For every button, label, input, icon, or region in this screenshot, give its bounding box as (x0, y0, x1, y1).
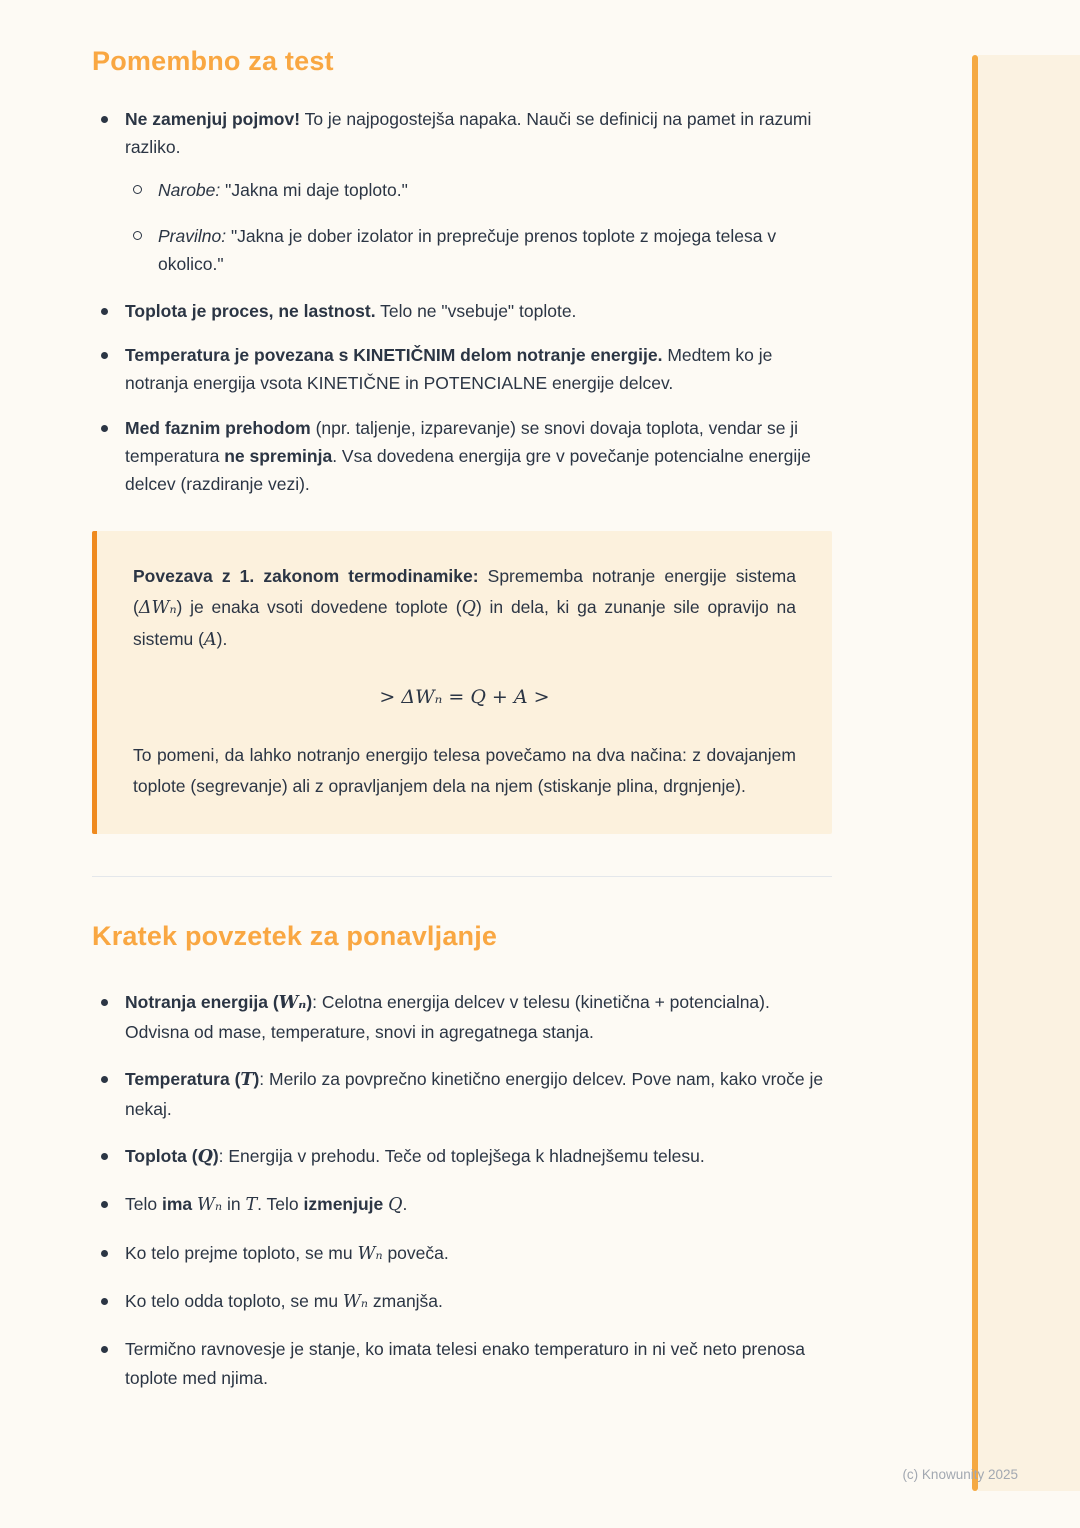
text-segment: Sprememba notranje energije sistema ( (133, 565, 796, 617)
text-segment: T (245, 1195, 258, 1216)
watermark-copyright: (c) Knowunity 2025 (902, 1467, 1018, 1482)
list-item-text (158, 176, 832, 204)
list-item-text (125, 414, 832, 499)
text-segment: Termično ravnovesje je stanje, ko imata telesi enako temperaturo in ni več neto prenosa toplote med njima. (125, 1339, 805, 1388)
list-item (92, 1142, 832, 1171)
list-item-text (125, 1190, 832, 1219)
text-segment: Povezava z 1. zakonom termodinamike: (133, 565, 479, 586)
list-item (92, 988, 832, 1046)
text-segment: ima (161, 1194, 193, 1215)
text-segment: T (240, 1070, 254, 1091)
text-segment: Temperatura je povezana s KINETIČNIM delom notranje energije. (125, 345, 663, 366)
text-segment: Toplota ( (125, 1145, 198, 1166)
text-segment: Med faznim prehodom (125, 417, 311, 438)
list-item (92, 1190, 832, 1219)
text-segment: Ko telo prejme toploto, se mu (125, 1242, 358, 1263)
text-segment: : Energija v prehodu. Teče od toplejšega k hladnejšemu telesu. (218, 1145, 705, 1166)
list-item (92, 414, 832, 499)
text-segment: Telo ne "vsebuje" toplote. (375, 300, 577, 321)
list-item-text (125, 988, 832, 1046)
text-segment: izmenjuje (303, 1194, 384, 1215)
list-item (92, 341, 832, 398)
text-segment: ne spreminja (224, 446, 333, 467)
text-segment: Q (388, 1195, 403, 1216)
text-segment: A (203, 630, 217, 651)
text-segment: ΔWₙ (138, 597, 177, 618)
list-item (92, 1287, 832, 1316)
text-segment: Ne zamenjuj pojmov! (125, 109, 301, 129)
text-segment: Pravilno: (158, 226, 227, 247)
callout-intro-paragraph (133, 561, 796, 656)
list-item (92, 1239, 832, 1268)
list-item-text (158, 222, 832, 279)
text-segment: To je najpogostejša napaka. Nauči se definicij na pamet in razumi razliko. (125, 109, 812, 158)
text-segment: Temperatura ( (125, 1069, 241, 1090)
summary-list (92, 988, 832, 1391)
callout-outro-paragraph (133, 740, 796, 802)
list-item-text (125, 105, 832, 162)
text-segment: . (402, 1194, 408, 1215)
text-segment: Q (197, 1146, 213, 1167)
sub-list-item (125, 222, 832, 279)
section-divider (92, 876, 832, 877)
text-segment: Telo (125, 1194, 162, 1215)
text-segment: ). (216, 629, 228, 650)
list-item-text (125, 1142, 832, 1171)
text-segment: Notranja energija ( (125, 992, 279, 1013)
text-segment: Wₙ (357, 1243, 383, 1264)
list-item-text (125, 1335, 832, 1392)
text-segment: : Celotna energija delcev v telesu (kinetična + potencialna). Odvisna od mase, temperature, snovi in agregatnega stanja. (125, 992, 770, 1042)
text-segment: ) (306, 992, 313, 1013)
accent-vertical-line (972, 55, 978, 1491)
text-segment: "Jakna mi daje toploto." (220, 179, 408, 200)
section-title-kratek-povzetek: Kratek povzetek za ponavljanje (92, 921, 498, 952)
list-item (92, 297, 832, 325)
text-segment: Narobe: (158, 179, 221, 200)
text-segment: in (222, 1194, 246, 1215)
notes-page-content (92, 46, 832, 1411)
section-title-pomembno-za-test: Pomembno za test (92, 46, 334, 76)
text-segment: Wₙ (197, 1195, 223, 1216)
side-margin-strip (978, 55, 1080, 1491)
text-segment: ) (212, 1145, 219, 1166)
test-tips-list (92, 105, 832, 499)
sub-list-item (125, 176, 832, 204)
text-segment: ) in dela, ki ga zunanje sile opravijo na sistemu ( (133, 596, 796, 650)
text-segment: zmanjša. (368, 1290, 443, 1311)
text-segment: To pomeni, da lahko notranjo energijo telesa povečamo na dva načina: z dovajanjem toplote (segrevanje) ali z opravljanjem dela na njem (stiskanje plina, drgnjenje). (133, 745, 796, 797)
text-segment: Wₙ (278, 993, 307, 1014)
text-segment: Ko telo odda toploto, se mu (125, 1290, 343, 1311)
list-item (92, 1335, 832, 1392)
list-item-text (125, 1287, 832, 1316)
sub-list (125, 176, 832, 279)
first-law-formula: > ΔWₙ = Q + A > (379, 686, 550, 709)
text-segment: "Jakna je dober izolator in preprečuje prenos toplote z mojega telesa v okolico." (158, 226, 777, 275)
text-segment: (npr. taljenje, izparevanje) se snovi dovaja toplota, vendar se ji temperatura (125, 417, 799, 467)
list-item (92, 1065, 832, 1123)
callout-first-law-of-thermodynamics (92, 531, 832, 835)
text-segment: ) (253, 1069, 260, 1090)
text-segment: ) je enaka vsoti dovedene toplote ( (176, 596, 462, 617)
list-item-text (125, 297, 832, 325)
list-item (92, 105, 832, 279)
list-item-text (125, 1065, 832, 1123)
text-segment: poveča. (382, 1242, 449, 1263)
text-segment: Wₙ (342, 1291, 369, 1312)
list-item-text (125, 1239, 832, 1268)
text-segment: Q (461, 597, 476, 618)
text-segment: . Telo (257, 1194, 304, 1215)
list-item-text (125, 341, 832, 398)
text-segment: . Vsa dovedena energija gre v povečanje potencialne energije delcev (razdiranje vezi). (125, 446, 811, 495)
text-segment: Toplota je proces, ne lastnost. (125, 300, 376, 321)
text-segment: Medtem ko je notranja energija vsota KINETIČNE in POTENCIALNE energije delcev. (125, 345, 773, 394)
text-segment: : Merilo za povprečno kinetično energijo delcev. Pove nam, kako vroče je nekaj. (125, 1069, 824, 1119)
